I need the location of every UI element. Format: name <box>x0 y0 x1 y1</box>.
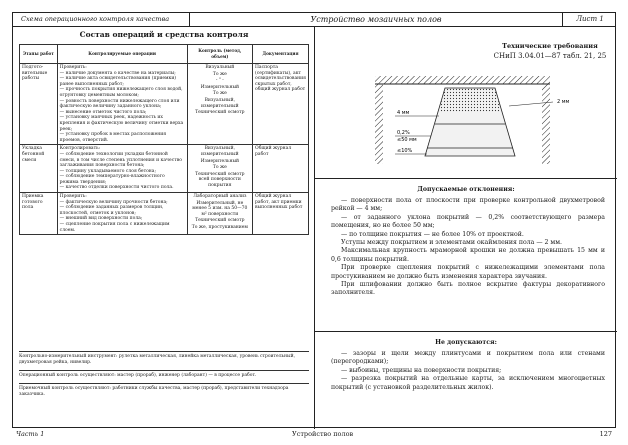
requirements-reference: СНиП 3.04.01—87 табл. 21, 25 <box>493 52 607 60</box>
requirement-line: При шлифовании должно быть полное вскрытие фактуры декоративного заполнителя. <box>331 281 605 297</box>
control-method-line: Технический осмотр <box>195 218 245 224</box>
note-instruments: Контрольно-измерительный инструмент: рулетка металлическая, линейка металлическая, уровень строительный, двухметровая рейка, нивелир. <box>19 351 309 366</box>
footer-section: Устройство полов <box>292 430 354 438</box>
controlled-ops-cell <box>57 64 187 145</box>
controlled-ops-cell <box>57 193 187 235</box>
controlled-op-line: — толщину укладываемого слоя бетона; <box>59 168 156 174</box>
operations-table <box>19 44 309 235</box>
control-method-line: Визуальный, измерительный <box>201 97 239 109</box>
not-allowed-title: Не допускаются: <box>435 339 497 346</box>
control-method-line: То же <box>212 91 227 97</box>
header-sheet-number: Лист 1 <box>576 15 604 23</box>
allowed-deviations-body <box>315 197 617 298</box>
controlled-ops-cell <box>57 145 187 193</box>
control-method-cell <box>187 145 252 193</box>
not-allowed-section <box>315 331 617 392</box>
control-method-line: Измерительный <box>200 158 240 164</box>
controlled-op-line: — прочность покрытия нижележащего слоя водой, огрунтовку цементным молоком; <box>59 87 183 98</box>
controlled-op-line: — наличие акта освидетельствования (приемки) ранее выполненных работ; <box>59 76 177 87</box>
requirements-panel <box>315 26 617 429</box>
page-footer <box>12 428 616 442</box>
control-method-line: То же <box>212 71 227 77</box>
stage-cell: Подгото-вительные работы <box>20 64 58 145</box>
documentation-cell: Общий журнал работ <box>253 145 309 193</box>
requirements-title: Технические требования <box>502 42 598 50</box>
stage-cell: Укладка бетонной смеси <box>20 145 58 193</box>
requirement-line: При проверке сцепления покрытий с нижележащими элементами пола простукиванием не должно быть изменения характера звучания. <box>331 264 605 280</box>
controlled-op-line: — вынесение отметок чистого пола; <box>59 109 147 115</box>
operations-body <box>20 64 309 235</box>
control-method-line: Технический осмотр <box>195 110 245 116</box>
requirement-line: Уступы между покрытием и элементами окаймления пола — 2 мм. <box>341 239 562 247</box>
header-title: Устройство мозаичных полов <box>189 13 563 26</box>
header-left: Схема операционного контроля качества <box>21 15 170 23</box>
page-number: 127 <box>599 430 612 438</box>
controlled-op-line: — соблюдение заданных размеров толщин, плоскостей, отметок и уклонов; <box>59 205 164 216</box>
stage-cell: Приемка готового пола <box>20 193 58 235</box>
control-method-line: Лабораторный анализ <box>193 194 247 200</box>
table-row <box>20 145 309 193</box>
label-thickness: ≤10% <box>397 148 413 154</box>
label-max-50mm: ≤50 мм <box>397 137 417 143</box>
not-allowed-body <box>315 350 617 392</box>
floor-section-figure <box>335 76 595 171</box>
mosaic-layer <box>439 88 501 112</box>
controlled-op-line: — фактическую величину прочности бетона; <box>59 199 168 205</box>
control-method-line: Измерительный, не менее 5 изм. на 50—70 м² поверхности <box>192 200 248 217</box>
requirement-line: Максимальная крупность мраморной крошки не должна превышать 15 мм и 0,6 толщины покрытий. <box>331 247 605 263</box>
note-acceptance-control: Приемочный контроль осуществляют: работники службы качества, мастер (прораб), представители технадзора заказчика. <box>19 383 309 398</box>
requirement-line: — выбоины, трещины на поверхности покрытия; <box>341 366 502 374</box>
documentation-cell: Паспорта (сертификаты), акт освидетельствования скрытых работ, общий журнал работ <box>253 64 309 145</box>
sheet-header <box>13 13 615 27</box>
controlled-op-line: — установку пробок в местах расположения проемов, отверстий. <box>59 132 167 143</box>
controlled-op-line: Проверить: <box>59 65 87 70</box>
right-wall <box>542 84 550 164</box>
label-2mm: 2 мм <box>557 99 570 105</box>
documentation-cell: Общий журнал работ, акт приемки выполненных работ <box>253 193 309 235</box>
operations-panel <box>13 26 315 429</box>
requirement-line: — по толщине покрытия — не более 10% от проектной. <box>341 230 524 238</box>
controlled-op-line: — качество отделки поверхности чистого пола. <box>59 185 174 191</box>
requirement-line: — поверхности пола от плоскости при проверке контрольной двухметровой рейкой — 4 мм; <box>331 197 605 213</box>
col-controlled-ops: Контролируемые операции <box>57 45 187 64</box>
allowed-deviations-section <box>315 178 617 298</box>
col-documentation: Документация <box>253 45 309 64</box>
controlled-op-line: Проверить: <box>59 194 87 200</box>
table-row <box>20 193 309 235</box>
label-slope: 0,2% <box>397 130 410 136</box>
requirement-line: — зазоры и щели между плинтусами и покрытием пола или стенами (перегородками); <box>331 350 605 366</box>
controlled-op-line: — соблюдение технологии укладки бетонной смеси, в том числе степень уплотнения и качество заглаживания поверхности бетона; <box>59 151 182 169</box>
controlled-op-line: — сцепление покрытия пола с нижележащим слоем. <box>59 222 170 233</box>
top-slab <box>375 76 550 84</box>
control-method-line: Визуальный <box>205 65 235 70</box>
note-operational-control: Операционный контроль осуществляют: мастер (прораб), инженер (лаборант) — в процессе работ. <box>19 370 309 379</box>
operations-title: Состав операций и средства контроля <box>79 30 249 39</box>
col-stage: Этапы работ <box>20 45 58 64</box>
requirement-line: — от заданного уклона покрытий — 0,2% соответствующего размера помещения, но не более 50 мм; <box>331 213 605 230</box>
requirement-line: — разрезка покрытий на отдельные карты, за исключением многоцветных покрытий (с установкой разделительных жилок). <box>331 375 605 391</box>
control-method-line: То же, простукиванием <box>191 225 248 231</box>
label-4mm: 4 мм <box>397 110 410 116</box>
control-method-line: - " - <box>215 78 224 84</box>
control-method-line: Визуальный, измерительный <box>201 146 239 157</box>
col-control-method: Контроль (метод, объем) <box>187 45 252 64</box>
left-wall <box>375 84 383 164</box>
allowed-deviations-title: Допускаемые отклонения: <box>417 186 515 193</box>
footer-part: Часть 1 <box>16 430 45 438</box>
controlled-op-line: — наличие документа о качестве на материалы; <box>59 70 176 76</box>
control-method-cell <box>187 64 252 145</box>
control-method-line: Измерительный <box>200 84 240 90</box>
controlled-op-line: — внешний вид поверхности пола; <box>59 216 143 222</box>
control-method-line: Технический осмотр всей поверхности покрытия <box>195 171 245 188</box>
controlled-op-line: Контролировать: <box>59 146 101 152</box>
control-method-line: То же <box>212 165 227 171</box>
document-sheet <box>12 12 616 428</box>
controlled-op-line: — установку маячных реек, надежность их крепления и фактическую величину отметки верха реек; <box>59 115 184 132</box>
table-header-row <box>20 45 309 64</box>
control-method-cell <box>187 193 252 235</box>
notes <box>19 351 309 402</box>
controlled-op-line: — соблюдение температурно-влажностного режима твердения; <box>59 174 165 185</box>
controlled-op-line: — ровность поверхности нижележащего слоя или фактическую величину заданного уклона; <box>59 98 180 110</box>
table-row <box>20 64 309 145</box>
